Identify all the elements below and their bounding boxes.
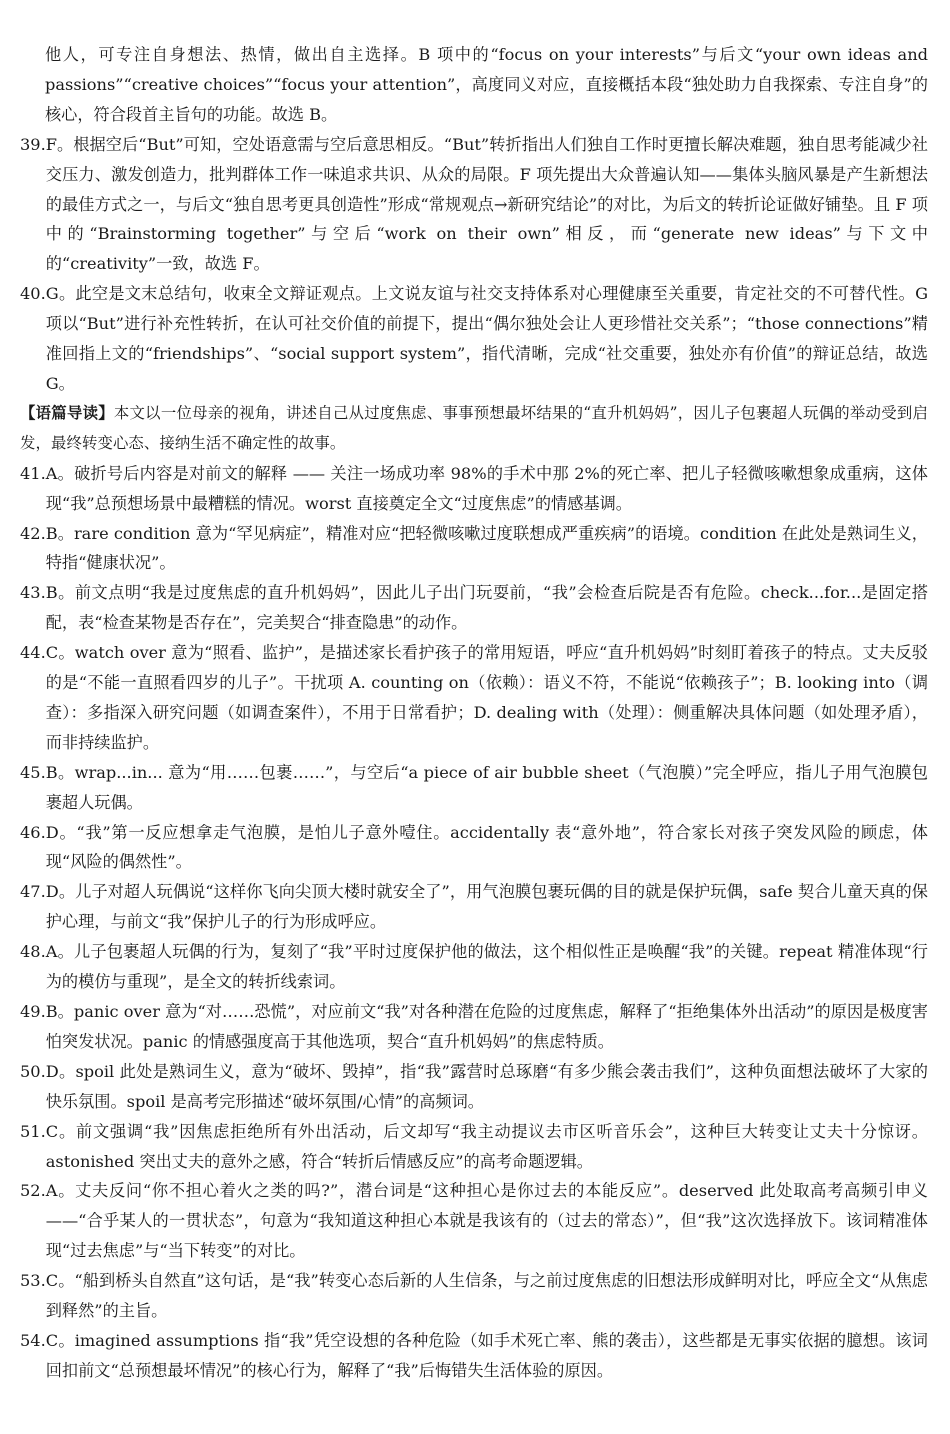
item-number: 40. [20,284,46,304]
item-number: 49. [20,1002,46,1021]
answer-item [20,997,928,1057]
item-text: C。前文强调“我”因焦虑拒绝所有外出活动，后文却写“我主动提议去市区听音乐会”，这种巨大转变让丈夫十分惊讶。astonished 突出丈夫的意外之感，符合“转折后情感反应”的高考命题逻辑。 [45,1121,928,1171]
answer-item [20,1266,928,1326]
item-text: B。rare condition 意为“罕见病症”，精准对应“把轻微咳嗽过度联想成严重疾病”的语境。condition 在此处是熟词生义，特指“健康状况”。 [45,523,928,573]
item-text: B。前文点明“我是过度焦虑的直升机妈妈”，因此儿子出门玩耍前，“我”会检查后院是否有危险。check...for...是固定搭配，表“检查某物是否存在”，完美契合“排查隐患”的动作。 [45,583,928,633]
answer-item [20,279,928,399]
item-number: 50. [20,1061,46,1081]
item-number: 47. [20,882,46,902]
item-number: 45. [20,762,46,782]
answer-item [20,638,928,758]
item-number: 46. [20,822,46,842]
item-text: A。丈夫反问“你不担心着火之类的吗?”，潜台词是“这种担心是你过去的本能反应”。deserved 此处取高考高频引申义——“合乎某人的一贯状态”，句意为“我知道这种担心本就是我该有的（过去的常态）”，但“我”这次选择放下。该词精准体现“过去焦虑”与“当下转变”的对比。 [45,1181,928,1261]
answer-item [20,578,928,638]
answer-item [20,519,928,579]
answer-item [20,459,928,519]
item-text: C。watch over 意为“照看、监护”，是描述家长看护孩子的常用短语，呼应“直升机妈妈”时刻盯着孩子的特点。丈夫反驳的是“不能一直照看四岁的儿子”。干扰项 A. counting on（依赖）：语义不符，不能说“依赖孩子”；B. looking into（调查）：多指深入研究问题（如调查案件），不用于日常看护；D. dealing with（处理）：侧重解决具体问题（如处理矛盾），而非持续监护。 [45,643,928,752]
intro-paragraph: 他人，可专注自身想法、热情，做出自主选择。B 项中的“focus on your interests”与后文“your own ideas and passions”“creative choices”“focus your attention”，高度同义对应，直接概括本段“独处助力自我探索、专注自身”的核心，符合段首主旨句的功能。故选 B。 [45,45,928,124]
passage-guide-text: 本文以一位母亲的视角，讲述自己从过度焦虑、事事预想最坏结果的“直升机妈妈”，因儿子包裹超人玩偶的举动受到启发，最终转变心态、接纳生活不确定性的故事。 [20,403,928,452]
item-number: 48. [20,942,46,962]
answer-item [20,1117,928,1177]
answer-item [20,758,928,818]
answer-item [20,877,928,937]
answer-item [20,1176,928,1266]
passage-guide [20,399,928,459]
passage-guide-label: 【语篇导读】 [20,403,114,422]
item-text: D。spoil 此处是熟词生义，意为“破坏、毁掉”，指“我”露营时总琢磨“有多少熊会袭击我们”，这种负面想法破坏了大家的快乐氛围。spoil 是高考完形描述“破坏氛围/心情”的高频词。 [45,1061,928,1111]
item-text: D。“我”第一反应想拿走气泡膜，是怕儿子意外噎住。accidentally 表“意外地”，符合家长对孩子突发风险的顾虑，体现“风险的偶然性”。 [45,822,928,872]
item-text: C。imagined assumptions 指“我”凭空设想的各种危险（如手术死亡率、熊的袭击），这些都是无事实依据的臆想。该词回扣前文“总预想最坏情况”的核心行为，解释了“我”后悔错失生活体验的原因。 [45,1330,928,1380]
item-number: 43. [20,583,46,603]
answer-item [20,1326,928,1386]
item-number: 44. [20,643,46,663]
item-text: B。panic over 意为“对……恐慌”，对应前文“我”对各种潜在危险的过度焦虑，解释了“拒绝集体外出活动”的原因是极度害怕突发状况。panic 的情感强度高于其他选项，契合“直升机妈妈”的焦虑特质。 [45,1002,928,1051]
item-number: 51. [20,1121,46,1141]
answer-list-before [20,130,928,399]
item-text: A。儿子包裹超人玩偶的行为，复刻了“我”平时过度保护他的做法，这个相似性正是唤醒“我”的关键。repeat 精准体现“行为的模仿与重现”，是全文的转折线索词。 [45,942,928,992]
answer-item [20,818,928,878]
answer-list-after [20,459,928,1386]
answer-item [20,1057,928,1117]
item-number: 54. [20,1330,46,1350]
answer-item [20,130,928,280]
item-number: 52. [20,1181,46,1201]
item-number: 53. [20,1271,46,1291]
item-number: 42. [20,523,46,543]
item-text: F。根据空后“But”可知，空处语意需与空后意思相反。“But”转折指出人们独自工作时更擅长解决难题，独自思考能减少社交压力、激发创造力，批判群体工作一味追求共识、从众的局限。F 项先提出大众普遍认知——集体头脑风暴是产生新想法的最佳方式之一，与后文“独自思考更具创造性”形成“常规观点→新研究结论”的对比，为后文的转折论证做好铺垫。且 F 项中的“Brainstorming together”与空后“work on their own”相反，而“generate new ideas”与下文中的“creativity”一致，故选 F。 [45,134,928,274]
item-text: G。此空是文末总结句，收束全文辩证观点。上文说友谊与社交支持体系对心理健康至关重要，肯定社交的不可替代性。G 项以“But”进行补充性转折，在认可社交价值的前提下，提出“偶尔独处会让人更珍惜社交关系”；“those connections”精准回指上文的“friendships”、“social support system”，指代清晰，完成“社交重要，独处亦有价值”的辩证总结，故选 G。 [45,284,928,393]
item-text: D。儿子对超人玩偶说“这样你飞向尖顶大楼时就安全了”，用气泡膜包裹玩偶的目的就是保护玩偶，safe 契合儿童天真的保护心理，与前文“我”保护儿子的行为形成呼应。 [45,882,928,932]
answer-item [20,937,928,997]
item-text: B。wrap...in... 意为“用……包裹……”，与空后“a piece of air bubble sheet（气泡膜）”完全呼应，指儿子用气泡膜包裹超人玩偶。 [45,762,928,812]
item-number: 39. [20,134,46,154]
item-number: 41. [20,463,46,483]
item-text: C。“船到桥头自然直”这句话，是“我”转变心态后新的人生信条，与之前过度焦虑的旧想法形成鲜明对比，呼应全文“从焦虑到释然”的主旨。 [45,1271,928,1321]
item-text: A。破折号后内容是对前文的解释 —— 关注一场成功率 98%的手术中那 2%的死亡率、把儿子轻微咳嗽想象成重病，这体现“我”总预想场景中最糟糕的情况。worst 直接奠定全文“过度焦虑”的情感基调。 [45,463,928,513]
